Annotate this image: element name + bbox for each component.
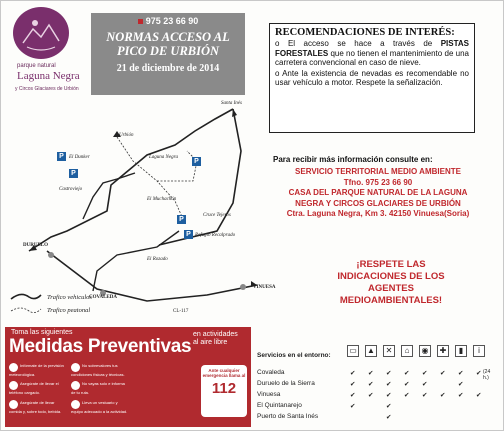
map-label-covaleda: COVALEDA (89, 295, 117, 300)
map-drawing (7, 101, 269, 323)
map-label-refugio: Refugio Recalprado (195, 233, 236, 238)
parking-icon: P (177, 215, 186, 224)
services-row (257, 380, 497, 389)
check-icon: ✔ (368, 370, 374, 377)
phone-marker-icon (138, 19, 143, 24)
banner-right-text (193, 331, 238, 347)
check-icon: ✔ (404, 370, 410, 377)
check-icon: ✔ (422, 381, 428, 388)
park-emblem-icon (13, 7, 69, 59)
services-row-note: (24 h.) (483, 369, 491, 381)
services-row-name: Covaleda (257, 369, 285, 376)
services-row-name: El Quintanarejo (257, 402, 302, 409)
weather-icon (9, 363, 18, 372)
car-icon: ◉ (419, 345, 431, 357)
check-icon: ✔ (458, 370, 464, 377)
services-row-name: Vinuesa (257, 391, 281, 398)
check-icon: ✔ (368, 392, 374, 399)
logo-line1: parque natural (17, 63, 56, 69)
preventive-measures-banner (5, 327, 251, 427)
services-row (257, 402, 497, 411)
check-icon: ✔ (368, 381, 374, 388)
services-table (257, 345, 497, 427)
check-icon: ✔ (350, 403, 356, 410)
home-icon: ⌂ (401, 345, 413, 357)
rec1-text-c: que no tienen el mantenimiento de una carretera convencional en caso de nieve. (275, 48, 469, 67)
map-label-el-muchachon: El Muchachón (147, 197, 177, 202)
legend-vehicle: Trafico vehiculos (47, 294, 92, 301)
check-icon: ✔ (440, 392, 446, 399)
map-label-laguna-negra: Laguna Negra (149, 155, 179, 160)
fork-knife-icon: ✕ (383, 345, 395, 357)
contact-lead: Para recibir más información consulte en: (273, 155, 433, 164)
map-label-el-rozado: El Rozado (147, 257, 168, 262)
respect-line: INDICACIONES DE LOS (337, 271, 445, 282)
respect-line: ¡RESPETE LAS (356, 259, 426, 270)
services-row-name: Puerto de Santa Inés (257, 413, 319, 420)
tip-item (71, 400, 129, 414)
tip-text: Asegúrate de llevar comida y, sobre todo, bebida. (9, 400, 62, 414)
tip-item (9, 381, 67, 395)
check-icon: ✔ (404, 392, 410, 399)
check-icon: ✔ (458, 392, 464, 399)
recommendation-item-2 (275, 69, 469, 88)
tip-text: No sobrevalores tus condiciones físicas y técnicas. (71, 363, 125, 377)
tip-text: No vayas solo e informa de tu ruta. (71, 381, 125, 395)
park-logo (7, 7, 87, 103)
emergency-number: 112 (211, 380, 237, 397)
recommendations-box (269, 23, 475, 133)
cross-icon: ✚ (437, 345, 449, 357)
warning-icon (71, 363, 80, 372)
check-icon: ✔ (422, 392, 428, 399)
logo-line2: Laguna Negra (17, 70, 80, 82)
banner-top-text: Toma las siguientes (11, 329, 73, 336)
clothing-icon (71, 400, 80, 409)
check-icon: ✔ (350, 392, 356, 399)
bus-icon: ▮ (455, 345, 467, 357)
bullet-icon: o (275, 68, 283, 78)
info-icon: i (473, 345, 485, 357)
banner-title: Medidas Preventivas (9, 336, 192, 357)
tip-text: Infórmate de la previsión meteorológica. (9, 363, 64, 377)
header-title-line2: PICO DE URBIÓN (116, 44, 220, 58)
check-icon: ✔ (350, 370, 356, 377)
check-icon: ✔ (350, 381, 356, 388)
contact-line: NEGRA Y CIRCOS GLACIARES DE URBIÓN (295, 198, 461, 208)
contact-line: SERVICIO TERRITORIAL MEDIO AMBIENTE (295, 167, 461, 176)
legend-pedestrian: Trafico peatonal (47, 307, 91, 314)
tip-item (9, 363, 67, 377)
access-map (7, 101, 276, 323)
check-icon: ✔ (476, 370, 482, 377)
check-icon: ✔ (404, 381, 410, 388)
tent-icon: ▲ (365, 345, 377, 357)
parking-icon: P (184, 230, 193, 239)
map-label-urbion: Urbión (119, 133, 134, 138)
respect-notice (301, 259, 481, 307)
tip-text: Lleva un vestuario y equipo adecuado a la actividad. (71, 400, 128, 414)
check-icon: ✔ (386, 414, 392, 421)
services-row (257, 369, 497, 381)
banner-right-line1: en actividades (193, 331, 238, 338)
header-phone (91, 16, 245, 26)
recommendations-title: RECOMENDACIONES DE INTERÉS: (275, 27, 455, 38)
check-icon: ✔ (440, 370, 446, 377)
bed-icon: ▭ (347, 345, 359, 357)
header-date: 21 de diciembre de 2014 (116, 63, 220, 74)
banner-right-line2: al aire libre (193, 339, 228, 346)
check-icon: ✔ (476, 392, 482, 399)
contact-line: CASA DEL PARQUE NATURAL DE LA LAGUNA (288, 188, 468, 197)
map-label-el-dunker: El Dunker (69, 155, 90, 160)
map-label-castroviejo: Castroviejo (59, 187, 83, 192)
tip-item (71, 363, 129, 377)
respect-line: MEDIOAMBIENTALES! (339, 295, 443, 306)
tip-item (9, 400, 67, 414)
rec1-text-a: El acceso se hace a través de (287, 39, 441, 48)
services-row (257, 413, 497, 422)
parking-icon: P (192, 157, 201, 166)
respect-line: AGENTES (368, 283, 414, 294)
emergency-box (201, 365, 247, 417)
logo-line3: y Circos Glaciares de Urbión (15, 86, 79, 92)
parking-icon: P (57, 152, 66, 161)
phone-icon (9, 381, 18, 390)
services-title: Servicios en el entorno: (257, 352, 331, 359)
check-icon: ✔ (422, 370, 428, 377)
header-box (91, 13, 245, 95)
check-icon: ✔ (386, 392, 392, 399)
emergency-text: Ante cualquier emergencia llama al (202, 368, 246, 378)
check-icon: ✔ (386, 403, 392, 410)
rec1-text-b: PISTAS FORESTALES (275, 39, 470, 58)
water-icon (9, 400, 18, 409)
map-label-road: CL-117 (173, 309, 189, 314)
map-label-vinuesa: VINUESA (253, 285, 276, 290)
map-label-cruce-tejeros: Cruce Tejeros (203, 213, 231, 218)
tip-text: Asegúrate de llevar el teléfono cargado. (9, 381, 59, 395)
recommendation-item-1 (275, 39, 469, 68)
contact-line: Ctra. Laguna Negra, Km 3. 42150 Vinuesa(Soria) (286, 209, 470, 218)
services-row-name: Duruelo de la Sierra (257, 380, 315, 387)
map-label-duruelo: DURUELO (23, 243, 49, 248)
header-title-line1: NORMAS ACCESO AL (106, 30, 230, 44)
contact-info (263, 155, 493, 220)
check-icon: ✔ (458, 381, 464, 388)
map-label-santa-ines: Santa Inés (221, 101, 242, 106)
parking-icon: P (69, 169, 78, 178)
tip-item (71, 381, 129, 395)
hiker-icon (71, 381, 80, 390)
rec2-text: Ante la existencia de nevadas es recomendable no usar vehículo a motor. Respete la señalización. (275, 68, 469, 87)
bullet-icon: o (275, 39, 288, 48)
header-phone-number: 975 23 66 90 (145, 16, 199, 26)
check-icon: ✔ (386, 381, 392, 388)
check-icon: ✔ (386, 370, 392, 377)
contact-line: Tfno. 975 23 66 90 (343, 177, 413, 187)
services-row (257, 391, 497, 400)
